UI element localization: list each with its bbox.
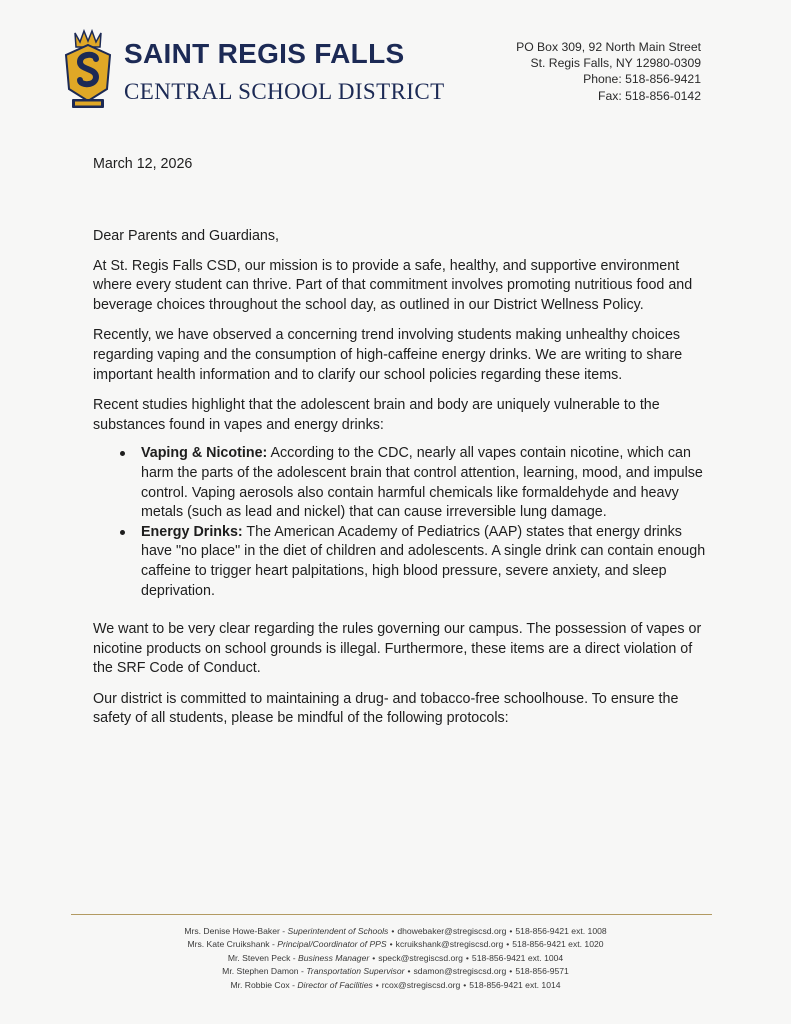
letter-date: March 12, 2026 bbox=[93, 156, 193, 172]
staff-line: Mrs. Denise Howe-Baker - Superintendent of Schools • dhowebaker@stregiscsd.org • 518-856-9421 ext. 1008 bbox=[184, 926, 607, 936]
paragraph-protocols: Our district is committed to maintaining a drug- and tobacco-free schoolhouse. To ensure the safety of all students, please be mindful of the following protocols: bbox=[93, 690, 679, 727]
paragraph-trend: Recently, we have observed a concerning trend involving students making unhealthy choices regarding vaping and the consumption of high-caffeine energy drinks. We are writing to share important health information and to clarify our school policies regarding these items. bbox=[93, 327, 683, 383]
address-line-1: PO Box 309, 92 North Main Street bbox=[516, 40, 701, 54]
staff-line: Mr. Robbie Cox - Director of Facilities • rcox@stregiscsd.org • 518-856-9421 ext. 1014 bbox=[230, 979, 561, 990]
contact-block bbox=[516, 39, 701, 104]
paragraph-studies: Recent studies highlight that the adolescent brain and body are uniquely vulnerable to the substances found in vapes and energy drinks: bbox=[93, 397, 660, 433]
org-name: SAINT REGIS FALLS bbox=[124, 38, 405, 69]
list-item-vaping bbox=[141, 444, 713, 522]
bullet-text: According to the CDC, nearly all vapes contain nicotine, which can harm the parts of the adolescent brain that control attention, learning, mood, and impulse control. Vaping aerosols also contain harmful chemicals like formaldehyde and heavy metals (such as lead and nickel) that can cause irreversible lung damage. bbox=[141, 445, 703, 521]
school-crest-icon bbox=[63, 29, 113, 111]
salutation: Dear Parents and Guardians, bbox=[93, 228, 279, 244]
bullet-term: Energy Drinks: bbox=[141, 523, 243, 540]
staff-line: Mr. Stephen Damon - Transportation Supervisor • sdamon@stregiscsd.org • 518-856-9571 bbox=[222, 966, 569, 977]
fax-line: Fax: 518-856-0142 bbox=[598, 88, 701, 103]
phone-line: Phone: 518-856-9421 bbox=[583, 72, 701, 87]
org-subname: CENTRAL SCHOOL DISTRICT bbox=[124, 79, 445, 104]
list-item-energy-drinks bbox=[141, 523, 713, 601]
health-risks-list bbox=[93, 444, 713, 601]
letter-body bbox=[93, 227, 713, 740]
staff-directory bbox=[0, 925, 791, 992]
staff-line: Mrs. Kate Cruikshank - Principal/Coordinator of PPS • kcruikshank@stregiscsd.org • 518-856-9421 ext. 1020 bbox=[187, 939, 604, 950]
footer-divider bbox=[71, 914, 712, 915]
bullet-term: Vaping & Nicotine: bbox=[141, 445, 268, 462]
bullet-text: The American Academy of Pediatrics (AAP) states that energy drinks have "no place" in the diet of children and adolescents. A single drink can contain enough caffeine to trigger heart palpitations, high blood pressure, severe anxiety, and sleep deprivation. bbox=[141, 523, 706, 599]
address-line-2: St. Regis Falls, NY 12980-0309 bbox=[530, 56, 701, 71]
staff-line: Mr. Steven Peck - Business Manager • speck@stregiscsd.org • 518-856-9421 ext. 1004 bbox=[227, 952, 564, 963]
paragraph-mission: At St. Regis Falls CSD, our mission is to provide a safe, healthy, and supportive environment where every student can thrive. Part of that commitment involves promoting nutritious food and beverage choices throughout the school day, as outlined in our District Wellness Policy. bbox=[93, 257, 693, 313]
paragraph-rules: We want to be very clear regarding the rules governing our campus. The possession of vapes or nicotine products on school grounds is illegal. Furthermore, these items are a direct violation of the SRF Code of Conduct. bbox=[93, 621, 702, 677]
